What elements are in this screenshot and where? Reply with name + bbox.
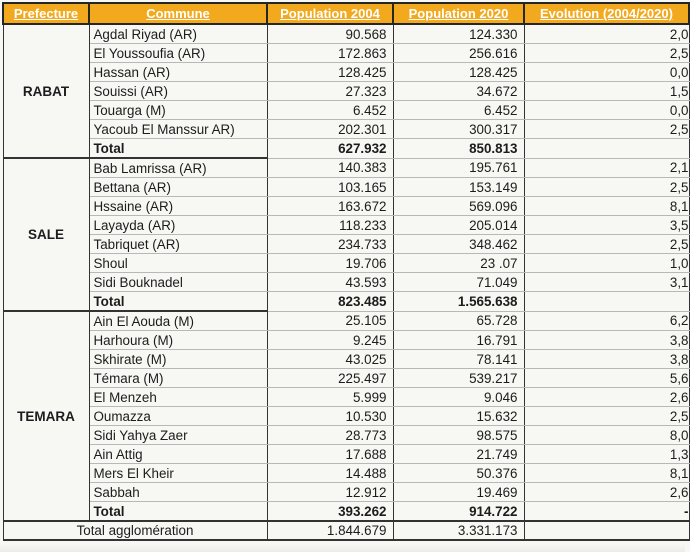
commune-cell: Ain Attig [89,445,267,464]
population-2020-cell: 15.632 [393,407,524,426]
population-2004-cell: 43.025 [267,350,393,369]
evolution-cell: 2,5 [524,178,689,197]
evolution-cell: 3,8 [524,350,689,369]
total-row [3,139,689,159]
table-body [3,24,689,540]
population-2004-cell: 163.672 [267,197,393,216]
table-row [3,197,689,216]
evolution-cell: 3,8 [524,331,689,350]
evolution-cell: 1,3 [524,445,689,464]
table-row [3,158,689,178]
evolution-cell: 3,1 [524,273,689,292]
total-population-2004: 627.932 [267,139,393,159]
commune-cell: Bettana (AR) [89,178,267,197]
population-2020-cell: 348.462 [393,235,524,254]
table-row [3,273,689,292]
commune-cell: Mers El Kheir [89,464,267,483]
page-bottom-shade [0,544,685,552]
evolution-cell: 2,0 [524,24,689,44]
table-row [3,178,689,197]
evolution-cell: 2,6 [524,483,689,502]
total-population-2004: 393.262 [267,502,393,522]
commune-cell: Tabriquet (AR) [89,235,267,254]
table-row [3,235,689,254]
population-2004-cell: 128.425 [267,63,393,82]
population-2020-cell: 78.141 [393,350,524,369]
commune-cell: Yacoub El Manssur AR) [89,120,267,139]
population-2004-cell: 5.999 [267,388,393,407]
header-population-2004: Population 2004 [267,3,393,24]
table-row [3,120,689,139]
commune-cell: Harhoura (M) [89,331,267,350]
commune-cell: El Menzeh [89,388,267,407]
population-2020-cell: 23 .07 [393,254,524,273]
population-2020-cell: 256.616 [393,44,524,63]
total-population-2020: 850.813 [393,139,524,159]
grand-total-label: Total agglomération [3,521,267,540]
evolution-cell: 2,5 [524,407,689,426]
population-2004-cell: 14.488 [267,464,393,483]
header-population-2020: Population 2020 [393,3,524,24]
table-row [3,44,689,63]
total-evolution: - [524,502,689,522]
population-2004-cell: 140.383 [267,158,393,178]
population-2004-cell: 10.530 [267,407,393,426]
prefecture-cell: SALE [3,158,89,311]
evolution-cell: 2,5 [524,235,689,254]
population-2020-cell: 98.575 [393,426,524,445]
population-2020-cell: 205.014 [393,216,524,235]
commune-cell: Témara (M) [89,369,267,388]
grand-total-population-2004: 1.844.679 [267,521,393,540]
total-label: Total [89,502,267,522]
commune-cell: El Youssoufia (AR) [89,44,267,63]
header-prefecture: Prefecture [3,3,89,24]
commune-cell: Oumazza [89,407,267,426]
evolution-cell: 0,0 [524,101,689,120]
commune-cell: Hassan (AR) [89,63,267,82]
population-2020-cell: 569.096 [393,197,524,216]
total-label: Total [89,292,267,312]
population-2004-cell: 172.863 [267,44,393,63]
population-2020-cell: 71.049 [393,273,524,292]
evolution-cell: 2,1 [524,158,689,178]
population-2004-cell: 225.497 [267,369,393,388]
commune-cell: Touarga (M) [89,101,267,120]
table-row [3,445,689,464]
population-2020-cell: 539.217 [393,369,524,388]
evolution-cell: 8,0 [524,426,689,445]
evolution-cell: 8,1 [524,197,689,216]
prefecture-cell: TEMARA [3,311,89,521]
population-2020-cell: 50.376 [393,464,524,483]
commune-cell: Souissi (AR) [89,82,267,101]
population-2020-cell: 300.317 [393,120,524,139]
total-evolution [524,139,689,159]
population-2020-cell: 16.791 [393,331,524,350]
commune-cell: Bab Lamrissa (AR) [89,158,267,178]
table-header [3,3,689,24]
table-row [3,82,689,101]
population-2020-cell: 34.672 [393,82,524,101]
commune-cell: Ain El Aouda (M) [89,311,267,331]
evolution-cell: 1,5 [524,82,689,101]
header-evolution: Evolution (2004/2020) [524,3,689,24]
commune-cell: Skhirate (M) [89,350,267,369]
evolution-cell: 1,0 [524,254,689,273]
total-evolution [524,292,689,312]
population-2004-cell: 202.301 [267,120,393,139]
commune-cell: Layayda (AR) [89,216,267,235]
table-row [3,369,689,388]
population-2020-cell: 9.046 [393,388,524,407]
evolution-cell: 6,2 [524,311,689,331]
commune-cell: Agdal Riyad (AR) [89,24,267,44]
population-2004-cell: 12.912 [267,483,393,502]
population-2004-cell: 17.688 [267,445,393,464]
table-row [3,101,689,120]
total-row [3,502,689,522]
table-row [3,464,689,483]
population-2020-cell: 128.425 [393,63,524,82]
table-row [3,311,689,331]
evolution-cell: 5,6 [524,369,689,388]
population-2020-cell: 21.749 [393,445,524,464]
population-2004-cell: 43.593 [267,273,393,292]
total-population-2020: 914.722 [393,502,524,522]
population-2004-cell: 90.568 [267,24,393,44]
table-row [3,426,689,445]
commune-cell: Sidi Yahya Zaer [89,426,267,445]
grand-total-evolution [524,521,689,540]
table-row [3,216,689,235]
population-2020-cell: 19.469 [393,483,524,502]
table-row [3,331,689,350]
population-2004-cell: 25.105 [267,311,393,331]
population-2020-cell: 153.149 [393,178,524,197]
population-2004-cell: 118.233 [267,216,393,235]
grand-total-population-2020: 3.331.173 [393,521,524,540]
table-row [3,350,689,369]
prefecture-cell: RABAT [3,24,89,158]
population-2020-cell: 195.761 [393,158,524,178]
evolution-cell: 2,6 [524,388,689,407]
population-2020-cell: 6.452 [393,101,524,120]
table-row [3,483,689,502]
table-row [3,24,689,44]
evolution-cell: 2,5 [524,120,689,139]
population-table [2,2,690,541]
population-2020-cell: 124.330 [393,24,524,44]
total-label: Total [89,139,267,159]
commune-cell: Sabbah [89,483,267,502]
evolution-cell: 8,1 [524,464,689,483]
total-row [3,292,689,312]
evolution-cell: 0,0 [524,63,689,82]
header-commune: Commune [89,3,267,24]
table-row [3,388,689,407]
commune-cell: Shoul [89,254,267,273]
table-row [3,254,689,273]
population-2004-cell: 9.245 [267,331,393,350]
grand-total-row [3,521,689,540]
total-population-2020: 1.565.638 [393,292,524,312]
table-row [3,63,689,82]
commune-cell: Hssaine (AR) [89,197,267,216]
table-row [3,407,689,426]
evolution-cell: 3,5 [524,216,689,235]
population-2004-cell: 234.733 [267,235,393,254]
population-2004-cell: 6.452 [267,101,393,120]
evolution-cell: 2,5 [524,44,689,63]
population-2020-cell: 65.728 [393,311,524,331]
population-2004-cell: 28.773 [267,426,393,445]
commune-cell: Sidi Bouknadel [89,273,267,292]
population-2004-cell: 103.165 [267,178,393,197]
population-2004-cell: 27.323 [267,82,393,101]
total-population-2004: 823.485 [267,292,393,312]
population-2004-cell: 19.706 [267,254,393,273]
